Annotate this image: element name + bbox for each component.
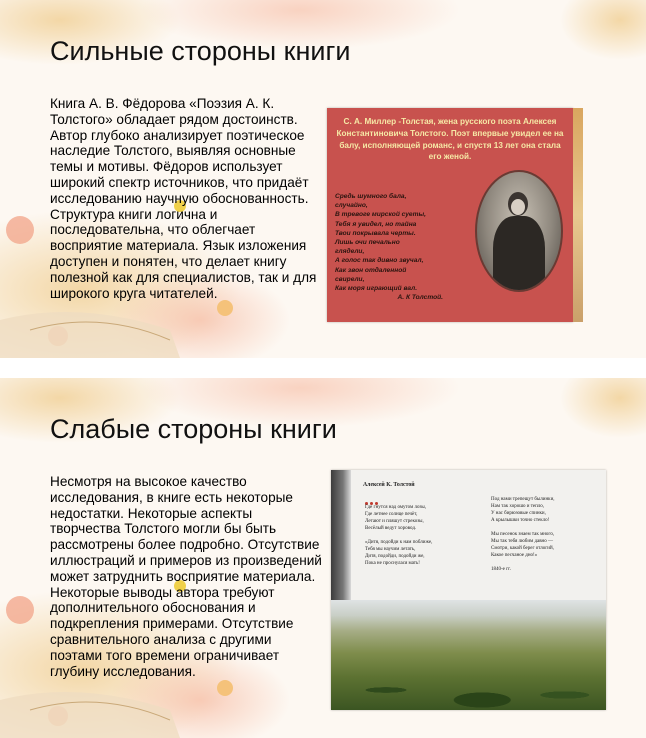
poem-line — [491, 524, 555, 531]
poem-line: Мы так тебя любим давно — — [491, 539, 553, 544]
poem-line: Пока не проснулася мать! — [365, 561, 420, 566]
portrait-slide-image — [327, 108, 573, 322]
poem-line: Какое песчаное дно!» — [491, 553, 538, 558]
poem-line: Как моря играющий вал. — [335, 285, 418, 293]
slide-strengths — [0, 0, 646, 358]
poem-line: Лишь очи печально — [335, 239, 400, 247]
poem-line: А крылышки точно стекло! — [491, 518, 550, 523]
poem-line: Твои покрывала черты. — [335, 229, 416, 237]
poem-line: Нам так хорошо и тепло, — [491, 504, 545, 509]
poem-author: Алексей К. Толстой — [363, 482, 415, 488]
poem-line: У нас бирюзовые спинки, — [491, 511, 546, 516]
slide-body-text: Несмотря на высокое качество исследования, в книге есть некоторые недостатки. Некоторые аспекты творчества Толстого могли бы быть рассмотрены более подробно. Отсутствие иллюстраций и примеров из произведений может затруднить восприятие материала. Некоторые выводы автора требуют дополнительного обоснования и подкрепления примерами. Отсутствие сравнительного анализа с другими поэтами того времени ограничивает глубину исследования. — [50, 474, 322, 679]
book-spine — [331, 470, 351, 610]
poem-date: 1840-е гг. — [491, 567, 511, 572]
poem-line: Тебя мы научим летать, — [365, 547, 416, 552]
poem-line: «Дитя, подойди к нам поближе, — [365, 540, 433, 545]
image-edge-strip — [573, 108, 583, 322]
poem-line: А голос так дивно звучал, — [335, 257, 424, 265]
poem-line: Дитя, подойди, подойди же, — [365, 554, 425, 559]
slide-weaknesses — [0, 378, 646, 738]
poem-line — [365, 532, 432, 539]
poem-line: Под нами трепещут былинки, — [491, 497, 555, 502]
landscape-trees — [331, 660, 606, 710]
poem-line: свирели, — [335, 275, 365, 283]
poem-column-left — [365, 504, 432, 567]
poem-line: Смотри, какой берег отлогий, — [491, 546, 554, 551]
book-page-slide-image — [331, 470, 606, 710]
poem-text — [335, 192, 443, 302]
poem-line: Где гнутся над омутом лозы, — [365, 505, 427, 510]
poem-line: случайно, — [335, 202, 368, 210]
slide-body-text: Книга А. В. Фёдорова «Поэзия А. К. Толстого» обладает рядом достоинств. Автор глубоко анализирует поэтическое наследие Толстого, выявляя основные темы и мотивы. Фёдоров использует широкий спектр источников, что придаёт исследованию научную обоснованность. Структура книги логична и последовательна, что облегчает восприятие материала. Язык изложения доступен и понятен, что делает книгу полезной как для специалистов, так и для широкого круга читателей. — [50, 96, 317, 301]
poem-line: Летают и пляшут стрекозы, — [365, 519, 424, 524]
poem-line: глядели, — [335, 248, 365, 256]
poem-line: Тебя я увидел, но тайна — [335, 220, 417, 228]
poem-line: Мы песенок знаем так много, — [491, 532, 555, 537]
poem-line: В тревоге мирской суеты, — [335, 211, 426, 219]
poem-line: Как звон отдаленной — [335, 266, 407, 274]
poem-line: А. К Толстой. — [397, 294, 443, 302]
poem-line: Средь шумного бала, — [335, 193, 407, 200]
poem-column-right — [491, 496, 555, 573]
poem-line: Где летнее солнце печёт, — [365, 512, 418, 517]
poem-line: Весёлый ведут хоровод. — [365, 526, 417, 531]
poem-line — [491, 559, 555, 566]
image-caption: С. А. Миллер -Толстая, жена русского поэта Алексея Константиновича Толстого. Поэт впервые увидел ее на балу, исполняющей романс, и спустя 13 лет она стала его женой. — [336, 117, 564, 162]
portrait-photo — [475, 170, 563, 292]
ornament-dots — [365, 492, 385, 496]
slide-title: Сильные стороны книги — [50, 36, 351, 66]
slide-title: Слабые стороны книги — [50, 414, 337, 444]
